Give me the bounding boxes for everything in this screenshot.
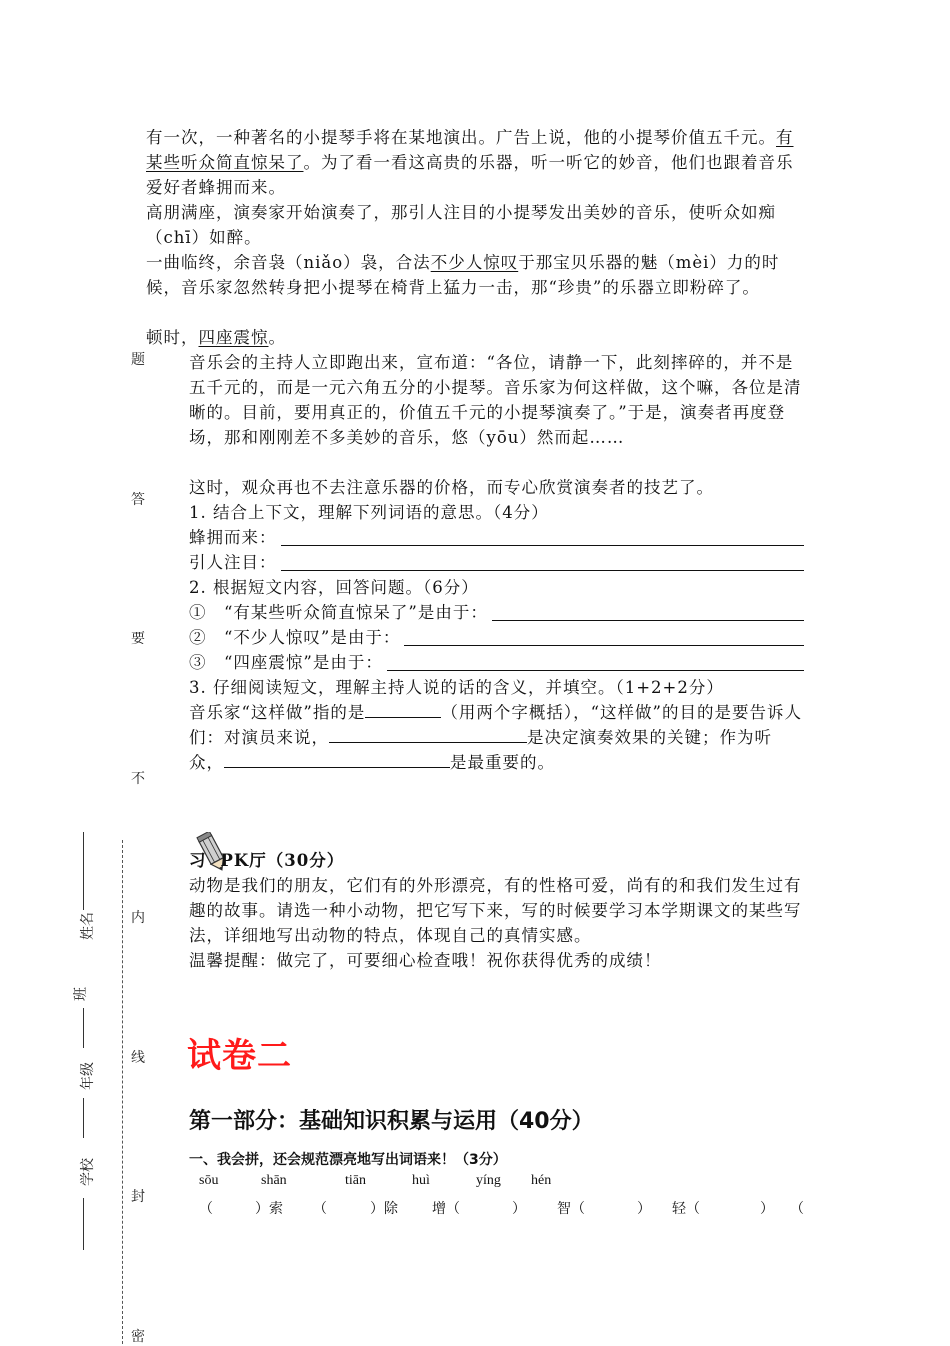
pinyin-3: tiān [345, 1173, 366, 1188]
pinyin-6: hén [531, 1173, 552, 1188]
seal-char-da: 答 [131, 492, 145, 508]
passage-paragraph-4: 顿时，四座震惊。 [146, 328, 286, 347]
bracket-open-6: （ [790, 1201, 804, 1217]
question-1a-label: 蜂拥而来： [189, 528, 277, 547]
pinyin-2: shān [261, 1173, 287, 1188]
bracket-close-1: ）索 [255, 1201, 283, 1217]
question-2b-row [189, 625, 804, 650]
question-1b-label: 引人注目： [189, 553, 277, 572]
question-2c-row [189, 650, 804, 675]
paper-2-title: 试卷二 [187, 1036, 292, 1076]
bracket-open-2: （ [313, 1201, 327, 1217]
seal-char-xian: 线 [131, 1050, 145, 1066]
pinyin-5: yíng [476, 1173, 501, 1188]
question-2a-row [189, 600, 804, 625]
school-label: 学校 [80, 1158, 96, 1186]
passage-paragraph-6: 这时，观众再也不去注意乐器的价格，而专心欣赏演奏者的技艺了。 [189, 478, 714, 497]
section-1-title: 第一部分：基础知识积累与运用（40分） [189, 1109, 594, 1134]
question-2a-label: ① “有某些听众简直惊呆了”是由于： [189, 603, 488, 622]
paper2-question-1-title: 一、我会拼，还会规范漂亮地写出词语来！（3分） [189, 1152, 507, 1168]
answer-blank-3c[interactable] [224, 753, 450, 768]
name-label: 姓名 [80, 912, 96, 940]
seal-char-mi: 密 [131, 1329, 145, 1345]
grade-field-line[interactable] [83, 1098, 84, 1138]
bracket-close-5: ） [760, 1201, 774, 1217]
passage-paragraph-1: 有一次，一种著名的小提琴手将在某地演出。广告上说，他的小提琴价值五千元。有某些听众简直惊呆了。为了看一看这高贵的乐器，听一听它的妙音，他们也跟着音乐爱好者蜂拥而来。 [146, 128, 794, 197]
grade-label: 年级 [80, 1062, 96, 1090]
pinyin-4: huì [412, 1173, 430, 1188]
writing-title: 习 PK厅（30分） [189, 851, 345, 870]
writing-tip: 温馨提醒：做完了，可要细心检查哦！祝你获得优秀的成绩！ [189, 951, 662, 970]
question-2-title: 2. 根据短文内容，回答问题。（6分） [189, 578, 479, 597]
question-1b-row [189, 550, 804, 575]
underlined-phrase-1: 有某些听众简直惊呆了 [146, 128, 794, 172]
answer-blank-3a[interactable] [365, 703, 441, 718]
passage-paragraph-2: 高朋满座，演奏家开始演奏了，那引人注目的小提琴发出美妙的音乐，使听众如痴（chī）如醉。 [146, 203, 776, 247]
seal-dashed-line [122, 840, 123, 1344]
answer-line-2c[interactable] [387, 652, 804, 671]
seal-char-ti: 题 [131, 352, 145, 368]
question-2b-label: ② “不少人惊叹”是由于： [189, 628, 401, 647]
question-3-body: 音乐家“这样做”指的是 （用两个字概括），“这样做”的目的是要告诉人们：对演员来说， 是决定演奏效果的关键；作为听众， 是最重要的。 [189, 703, 802, 772]
passage-paragraph-5: 音乐会的主持人立即跑出来，宣布道：“各位，请静一下，此刻摔碎的，并不是五千元的，而是一元六角五分的小提琴。音乐家为何这样做，这个嘛，各位是清晰的。目前，要用真正的，价值五千元的小提琴演奏了。”于是，演奏者再度登场，那和刚刚差不多美妙的音乐，悠（yōu）然而起…… [189, 353, 802, 447]
class-field-line[interactable] [83, 1008, 84, 1048]
bracket-open-1: （ [199, 1201, 213, 1217]
question-2c-label: ③ “四座震惊”是由于： [189, 653, 383, 672]
name-field-line[interactable] [83, 832, 84, 910]
class-label: 班 [73, 987, 89, 1001]
bracket-open-5: 轻（ [672, 1201, 700, 1217]
answer-line-2a[interactable] [492, 602, 804, 621]
answer-line-2b[interactable] [404, 627, 804, 646]
seal-char-feng: 封 [131, 1189, 145, 1205]
question-3-title: 3. 仔细阅读短文，理解主持人说的话的含义，并填空。（1+2+2分） [189, 678, 724, 697]
bracket-close-2: ）除 [370, 1201, 398, 1217]
question-1a-row [189, 525, 804, 550]
bracket-open-3: 增（ [432, 1201, 460, 1217]
question-1-title: 1. 结合上下文，理解下列词语的意思。（4分） [189, 503, 549, 522]
bracket-open-4: 智（ [557, 1201, 585, 1217]
seal-char-nei: 内 [131, 910, 145, 926]
answer-blank-3b[interactable] [329, 728, 527, 743]
seal-char-yao: 要 [131, 631, 145, 647]
school-field-line[interactable] [83, 1198, 84, 1250]
underlined-phrase-3: 四座震惊 [198, 328, 269, 347]
underlined-phrase-2: 不少人惊叹 [430, 253, 519, 272]
bracket-close-3: ） [512, 1201, 526, 1217]
writing-prompt: 动物是我们的朋友，它们有的外形漂亮，有的性格可爱，尚有的和我们发生过有趣的故事。请选一种小动物，把它写下来，写的时候要学习本学期课文的某些写法，详细地写出动物的特点，体现自己的真情实感。 [189, 876, 802, 945]
bracket-close-4: ） [637, 1201, 651, 1217]
seal-char-bu: 不 [131, 771, 145, 787]
pinyin-1: sōu [199, 1173, 219, 1188]
answer-line-1b[interactable] [281, 552, 805, 571]
passage-paragraph-3: 一曲临终，余音袅（niǎo）袅，合法不少人惊叹于那宝贝乐器的魅（mèi）力的时候，音乐家忽然转身把小提琴在椅背上猛力一击，那“珍贵”的乐器立即粉碎了。 [146, 253, 780, 297]
answer-line-1a[interactable] [281, 527, 805, 546]
